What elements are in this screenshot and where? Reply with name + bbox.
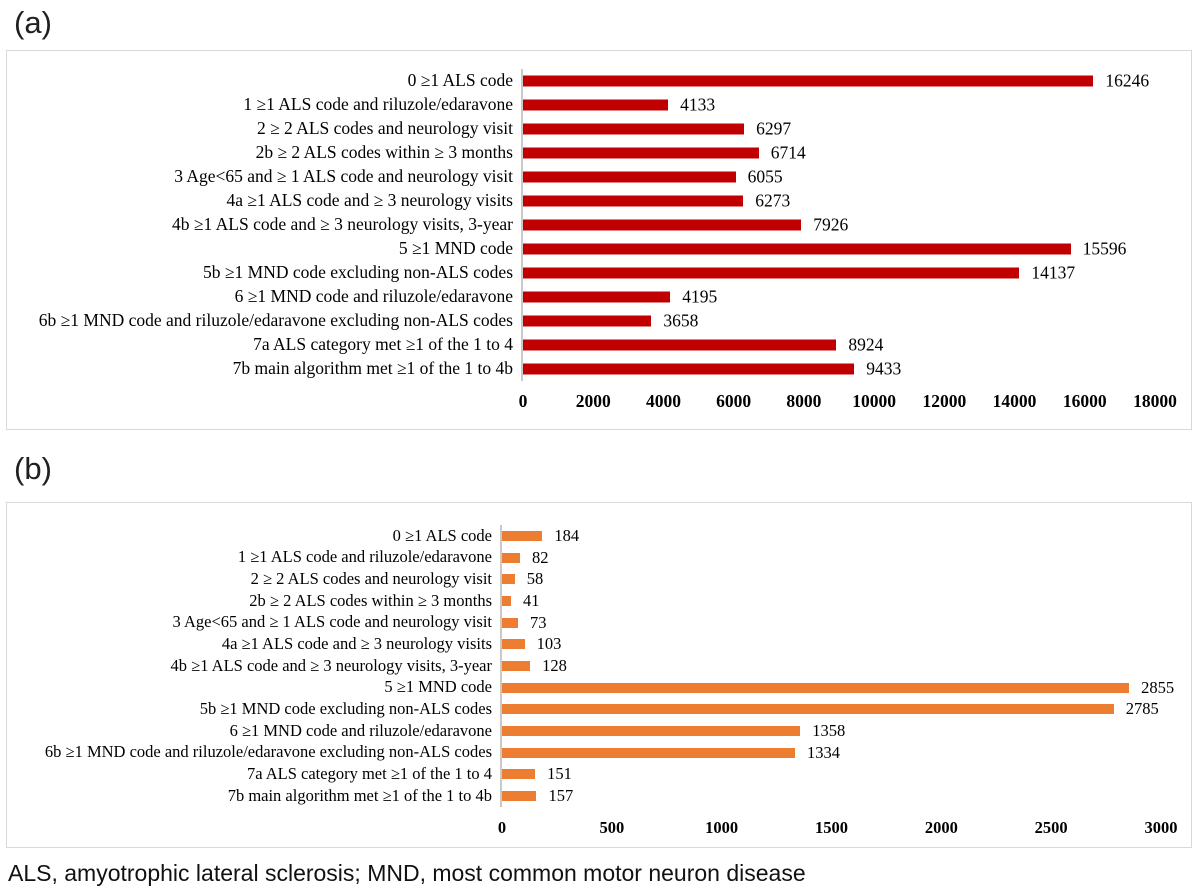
- category-label: 5 ≥1 MND code: [398, 238, 513, 259]
- category-label: 4b ≥1 ALS code and ≥ 3 neurology visits, 3-year: [172, 214, 513, 235]
- value-label: 1358: [812, 720, 846, 740]
- category-label: 2 ≥ 2 ALS codes and neurology visit: [250, 568, 492, 588]
- plot-area: [523, 357, 1155, 381]
- x-axis-spacer: [7, 381, 523, 425]
- value-label: 7926: [813, 214, 849, 235]
- chart-row: [7, 117, 1191, 141]
- value-label: 3658: [663, 310, 699, 331]
- plot-cell: [521, 141, 1191, 165]
- bar: [523, 124, 744, 135]
- chart-row: [7, 213, 1191, 237]
- value-label: 8924: [848, 334, 884, 355]
- plot-cell: [500, 764, 1191, 786]
- category-label: 6 ≥1 MND code and riluzole/edaravone: [229, 720, 492, 740]
- plot-area: [523, 165, 1155, 189]
- category-label: 4b ≥1 ALS code and ≥ 3 neurology visits, 3-year: [170, 655, 492, 675]
- chart-row: [7, 547, 1191, 569]
- bar: [523, 316, 651, 327]
- chart-row: [7, 237, 1191, 261]
- plot-cell: [500, 525, 1191, 547]
- x-tick-label: 6000: [716, 391, 752, 411]
- chart-row: [7, 568, 1191, 590]
- bar: [523, 220, 801, 231]
- value-label: 9433: [866, 358, 902, 379]
- category-label: 2b ≥ 2 ALS codes within ≥ 3 months: [249, 590, 492, 610]
- x-tick-label: 2000: [575, 391, 611, 411]
- plot-area: [523, 237, 1155, 261]
- chart-b: [7, 503, 1191, 847]
- x-tick-label: 2000: [924, 817, 958, 837]
- plot-area: [502, 525, 1161, 547]
- value-label: 41: [523, 590, 540, 610]
- plot-cell: [521, 93, 1191, 117]
- plot-cell: [500, 699, 1191, 721]
- value-label: 157: [548, 785, 574, 805]
- plot-area: [523, 309, 1155, 333]
- plot-area: [523, 189, 1155, 213]
- value-label: 2785: [1125, 699, 1159, 719]
- bar: [523, 76, 1093, 87]
- plot-cell: [500, 677, 1191, 699]
- plot-cell: [500, 590, 1191, 612]
- category-label: 6b ≥1 MND code and riluzole/edaravone excluding non-ALS codes: [38, 310, 513, 331]
- chart-row: [7, 612, 1191, 634]
- category-label: 6 ≥1 MND code and riluzole/edaravone: [234, 286, 513, 307]
- value-label: 4133: [680, 94, 716, 115]
- plot-area: [523, 261, 1155, 285]
- value-label: 82: [532, 547, 549, 567]
- chart-row: [7, 261, 1191, 285]
- bar: [523, 172, 736, 183]
- plot-area: [502, 720, 1161, 742]
- plot-area: [502, 590, 1161, 612]
- x-tick-label: 18000: [1133, 391, 1177, 411]
- value-label: 16246: [1105, 70, 1150, 91]
- panel-b: [6, 502, 1192, 848]
- plot-area: [502, 764, 1161, 786]
- value-label: 6273: [755, 190, 791, 211]
- chart-row: [7, 720, 1191, 742]
- plot-cell: [500, 720, 1191, 742]
- category-label: 7a ALS category met ≥1 of the 1 to 4: [253, 334, 513, 355]
- category-label: 4a ≥1 ALS code and ≥ 3 neurology visits: [221, 634, 492, 654]
- chart-row: [7, 141, 1191, 165]
- value-label: 6297: [756, 118, 792, 139]
- category-label: 2b ≥ 2 ALS codes within ≥ 3 months: [255, 142, 513, 163]
- bar: [523, 364, 854, 375]
- plot-cell: [521, 357, 1191, 381]
- value-label: 58: [526, 568, 544, 588]
- plot-cell: [521, 189, 1191, 213]
- plot-area: [523, 285, 1155, 309]
- bar: [523, 292, 670, 303]
- chart-rows: [7, 69, 1191, 381]
- bar: [502, 748, 795, 758]
- bar: [502, 639, 525, 649]
- x-tick-label: 500: [599, 817, 625, 837]
- plot-cell: [521, 333, 1191, 357]
- x-axis: [7, 807, 1191, 852]
- x-tick-label: 8000: [786, 391, 822, 411]
- value-label: 14137: [1031, 262, 1076, 283]
- plot-area: [523, 69, 1155, 93]
- bar: [502, 531, 542, 541]
- bar: [523, 268, 1019, 279]
- category-label: 5b ≥1 MND code excluding non-ALS codes: [199, 699, 492, 719]
- bar: [502, 553, 520, 563]
- bar: [502, 596, 511, 606]
- category-label: 6b ≥1 MND code and riluzole/edaravone excluding non-ALS codes: [44, 742, 492, 762]
- chart-row: [7, 93, 1191, 117]
- bar: [502, 661, 530, 671]
- plot-area: [502, 655, 1161, 677]
- chart-row: [7, 309, 1191, 333]
- chart-row: [7, 333, 1191, 357]
- value-label: 103: [536, 634, 562, 654]
- panel-a: [6, 50, 1192, 430]
- plot-area: [502, 612, 1161, 634]
- plot-cell: [500, 655, 1191, 677]
- x-axis-spacer: [7, 807, 502, 852]
- chart-row: [7, 165, 1191, 189]
- category-label: 7a ALS category met ≥1 of the 1 to 4: [246, 764, 492, 784]
- plot-area: [502, 633, 1161, 655]
- plot-area: [523, 213, 1155, 237]
- bar: [523, 244, 1071, 255]
- plot-area: [523, 117, 1155, 141]
- x-tick-label: 4000: [645, 391, 681, 411]
- plot-area: [523, 141, 1155, 165]
- plot-area: [502, 742, 1161, 764]
- value-label: 6055: [747, 166, 783, 187]
- value-label: 184: [554, 525, 580, 545]
- category-label: 3 Age<65 and ≥ 1 ALS code and neurology visit: [174, 166, 513, 187]
- bar: [502, 618, 518, 628]
- chart-row: [7, 699, 1191, 721]
- x-axis-ticks: [497, 807, 1178, 852]
- x-tick-label: 0: [497, 817, 507, 837]
- plot-area: [502, 785, 1161, 807]
- value-label: 1334: [807, 742, 841, 762]
- chart-row: [7, 357, 1191, 381]
- chart-rows: [7, 525, 1191, 807]
- chart-row: [7, 69, 1191, 93]
- panel-b-label: (b): [14, 451, 52, 486]
- value-label: 4195: [682, 286, 718, 307]
- plot-cell: [500, 612, 1191, 634]
- x-tick-label: 12000: [922, 391, 967, 411]
- value-label: 151: [547, 764, 572, 784]
- plot-cell: [521, 69, 1191, 93]
- category-label: 7b main algorithm met ≥1 of the 1 to 4b: [227, 785, 492, 805]
- bar: [523, 196, 743, 207]
- category-label: 4a ≥1 ALS code and ≥ 3 neurology visits: [226, 190, 513, 211]
- panel-a-label: (a): [14, 5, 52, 40]
- bar: [502, 704, 1114, 714]
- chart-row: [7, 525, 1191, 547]
- plot-cell: [521, 237, 1191, 261]
- plot-cell: [521, 285, 1191, 309]
- bar: [502, 726, 800, 736]
- bar: [502, 769, 535, 779]
- plot-cell: [521, 117, 1191, 141]
- x-axis: [7, 381, 1191, 425]
- category-label: 5 ≥1 MND code: [384, 677, 492, 697]
- chart-row: [7, 742, 1191, 764]
- plot-cell: [500, 568, 1191, 590]
- bar: [523, 148, 759, 159]
- plot-cell: [500, 633, 1191, 655]
- chart-row: [7, 590, 1191, 612]
- value-label: 6714: [770, 142, 806, 163]
- plot-area: [502, 547, 1161, 569]
- x-tick-label: 10000: [852, 391, 896, 411]
- category-label: 1 ≥1 ALS code and riluzole/edaravone: [237, 547, 492, 567]
- bar: [502, 683, 1129, 693]
- x-tick-label: 1000: [705, 817, 739, 837]
- x-tick-label: 0: [518, 391, 528, 411]
- plot-cell: [500, 547, 1191, 569]
- plot-area: [502, 568, 1161, 590]
- plot-area: [523, 333, 1155, 357]
- plot-cell: [500, 785, 1191, 807]
- plot-cell: [521, 165, 1191, 189]
- plot-area: [502, 699, 1161, 721]
- category-label: 0 ≥1 ALS code: [392, 525, 492, 545]
- category-label: 5b ≥1 MND code excluding non-ALS codes: [203, 262, 513, 283]
- plot-cell: [521, 309, 1191, 333]
- category-label: 3 Age<65 and ≥ 1 ALS code and neurology visit: [172, 612, 492, 632]
- chart-row: [7, 785, 1191, 807]
- plot-cell: [500, 742, 1191, 764]
- bar: [523, 100, 668, 111]
- bar: [502, 791, 536, 801]
- chart-row: [7, 189, 1191, 213]
- chart-row: [7, 285, 1191, 309]
- x-tick-label: 14000: [992, 391, 1037, 411]
- category-label: 0 ≥1 ALS code: [407, 70, 513, 91]
- value-label: 2855: [1141, 677, 1175, 697]
- x-axis-ticks: [518, 381, 1177, 425]
- value-label: 15596: [1082, 238, 1127, 259]
- x-tick-label: 1500: [815, 817, 848, 837]
- value-label: 73: [530, 612, 547, 632]
- chart-row: [7, 655, 1191, 677]
- plot-area: [523, 93, 1155, 117]
- value-label: 128: [542, 655, 567, 675]
- abbreviation-footnote: ALS, amyotrophic lateral sclerosis; MND, most common motor neuron disease: [8, 860, 806, 886]
- bar: [523, 340, 836, 351]
- bar: [502, 574, 515, 584]
- chart-row: [7, 633, 1191, 655]
- category-label: 2 ≥ 2 ALS codes and neurology visit: [256, 118, 513, 139]
- x-tick-label: 3000: [1144, 817, 1178, 837]
- chart-row: [7, 764, 1191, 786]
- x-tick-label: 16000: [1062, 391, 1107, 411]
- category-label: 7b main algorithm met ≥1 of the 1 to 4b: [232, 358, 513, 379]
- plot-area: [502, 677, 1175, 699]
- chart-a: [7, 51, 1191, 429]
- category-label: 1 ≥1 ALS code and riluzole/edaravone: [243, 94, 513, 115]
- plot-cell: [521, 213, 1191, 237]
- x-tick-label: 2500: [1034, 817, 1068, 837]
- chart-row: [7, 677, 1191, 699]
- plot-cell: [521, 261, 1191, 285]
